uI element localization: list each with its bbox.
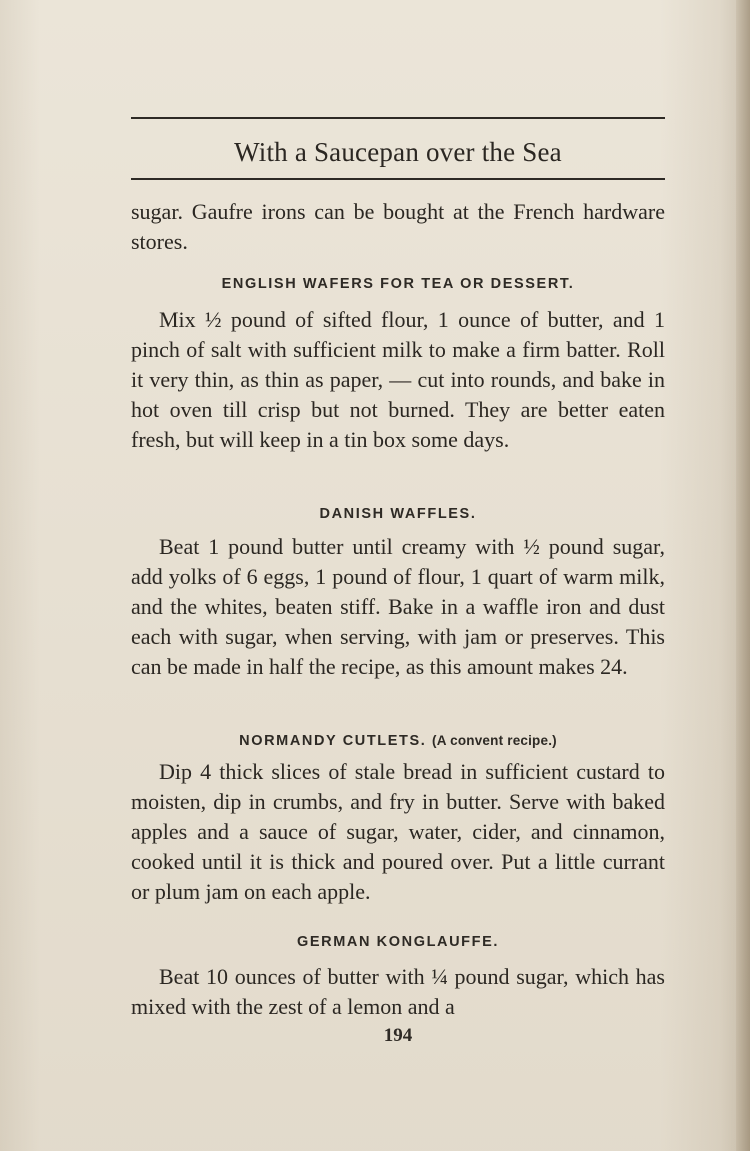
recipe-title-danish-waffles: DANISH WAFFLES.	[319, 506, 477, 522]
recipe-title-note: (A convent recipe.)	[432, 733, 557, 748]
continuation-paragraph: sugar. Gaufre irons can be bought at the French hardware stores.	[131, 199, 665, 254]
header-rule-bottom	[131, 178, 665, 180]
recipe-body-german-konglauffe: Beat 10 ounces of butter with ¼ pound sugar, which has mixed with the zest of a lemon and a	[131, 964, 665, 1019]
running-head: With a Saucepan over the Sea	[234, 137, 562, 167]
recipe-title-normandy-cutlets	[131, 733, 665, 749]
header-rule-top	[131, 117, 665, 119]
recipe-title-german-konglauffe: GERMAN KONGLAUFFE.	[297, 934, 499, 950]
recipe-title-english-wafers: ENGLISH WAFERS FOR TEA OR DESSERT.	[221, 276, 575, 292]
recipe-title-text: NORMANDY CUTLETS.	[239, 733, 427, 749]
recipe-body-danish-waffles: Beat 1 pound butter until creamy with ½ pound sugar, add yolks of 6 eggs, 1 pound of flour, 1 quart of warm milk, and the whites, beaten stiff. Bake in a waffle iron and dust each with sugar, when serving, with jam or preserves. This can be made in half the recipe, as this amount makes 24.	[131, 534, 665, 679]
page-number: 194	[383, 1025, 413, 1046]
page-gutter-shadow	[736, 0, 750, 1151]
recipe-body-english-wafers: Mix ½ pound of sifted flour, 1 ounce of butter, and 1 pinch of salt with sufficient milk to make a firm batter. Roll it very thin, as thin as paper, — cut into rounds, and bake in hot oven till crisp but not burned. They are better eaten fresh, but will keep in a tin box some days.	[131, 307, 665, 452]
recipe-body-normandy-cutlets: Dip 4 thick slices of stale bread in sufficient custard to moisten, dip in crumbs, and fry in butter. Serve with baked apples and a sauce of sugar, water, cider, and cinnamon, cooked until it is thick and poured over. Put a little currant or plum jam on each apple.	[131, 759, 665, 904]
